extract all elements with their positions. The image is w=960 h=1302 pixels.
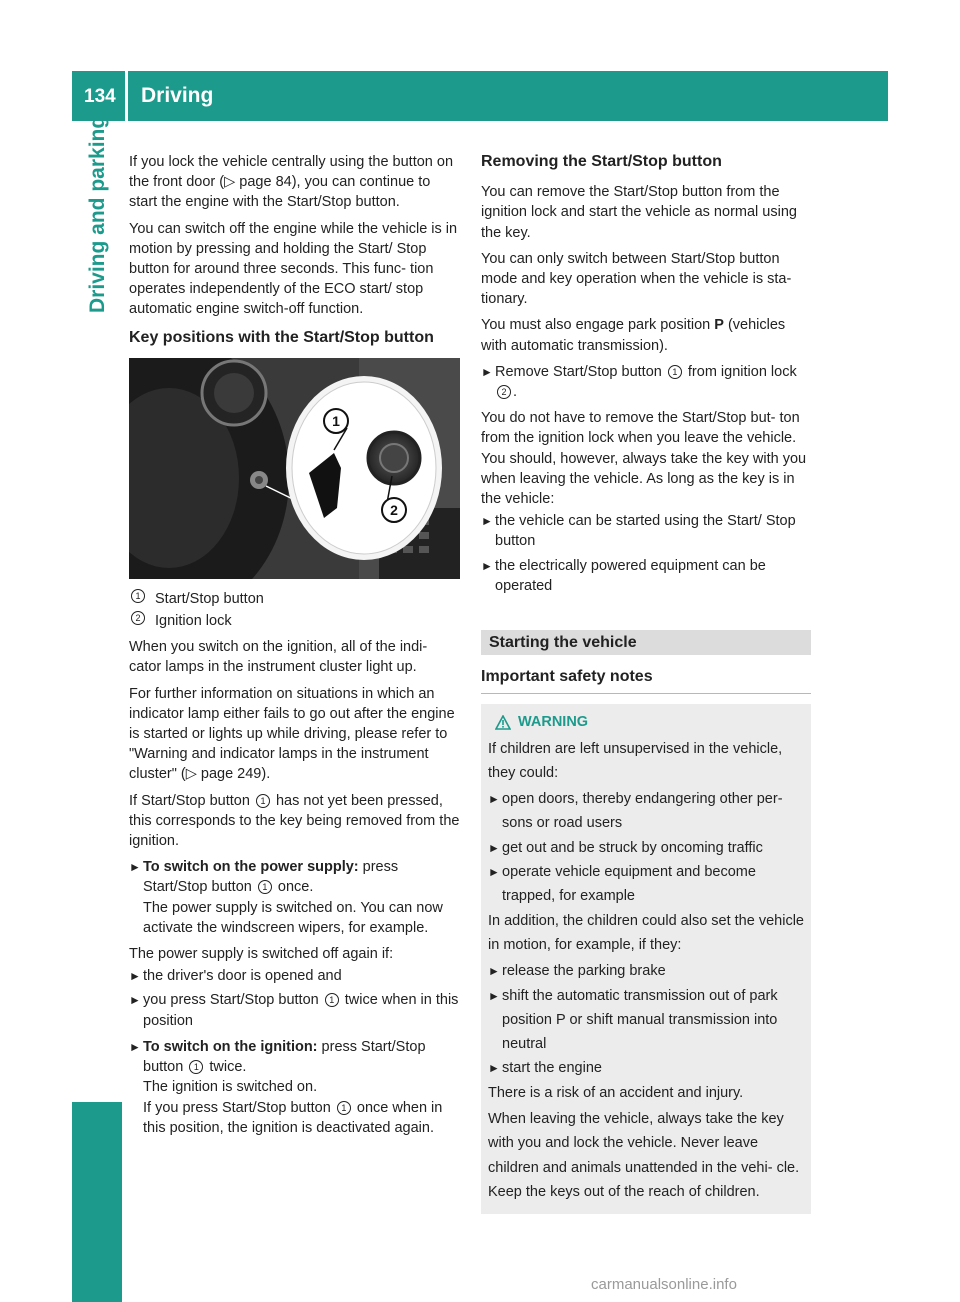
step-power-supply: ► To switch on the power supply: press Start/Stop button 1 once. The power supply is switched on. You can now activate the windscreen wipers, for example. <box>129 859 443 936</box>
warning-closing: When leaving the vehicle, always take the key with you and lock the vehicle. Never leave children and animals unattended in the vehi- cle. Keep the keys out of the reach of children. <box>488 1111 800 1200</box>
bullet-icon: ► <box>488 865 500 880</box>
warning-triangle-icon <box>495 715 511 730</box>
bullet-item: ► the electrically powered equipment can be operated <box>481 557 766 594</box>
bullet-item: ► you press Start/Stop button 1 twice when in this position <box>129 992 459 1029</box>
callout-1-icon: 1 <box>325 993 339 1007</box>
callout-1-icon: 1 <box>668 365 682 379</box>
bullet-icon: ► <box>488 988 500 1003</box>
step-result: The power supply is switched on. You can now activate the windscreen wipers, for example. <box>143 899 443 936</box>
chapter-title: Driving <box>141 84 214 107</box>
right-column <box>481 152 811 1214</box>
step-result: The ignition is switched on. <box>143 1079 318 1096</box>
paragraph-indicator-lamps: When you switch on the ignition, all of the indi- cator lamps in the instrument cluster light up. <box>129 639 428 676</box>
subheading-safety-notes: Important safety notes <box>481 667 811 694</box>
heading-removing: Removing the Start/Stop button <box>481 153 722 170</box>
header-divider <box>125 71 128 121</box>
callout-1-icon: 1 <box>131 589 145 603</box>
warning-intro: If children are left unsupervised in the vehicle, they could: <box>488 740 783 781</box>
bullet-icon: ► <box>488 964 500 979</box>
legend-item-1 <box>129 589 460 609</box>
bullet-item: ► shift the automatic transmission out of park position P or shift manual transmission into neutral <box>488 984 804 1057</box>
callout-2-icon: 2 <box>131 611 145 625</box>
paragraph-remove: You can remove the Start/Stop button from the ignition lock and start the vehicle as normal using the key. <box>481 184 797 241</box>
callout-1-icon: 1 <box>189 1060 203 1074</box>
section-title-bar: Starting the vehicle <box>481 630 811 655</box>
step-ignition: ► To switch on the ignition: press Start/Stop button 1 twice. The ignition is switched on. If you press Start/Stop button 1 once when in this position, the ignition is deactivated again. <box>129 1038 443 1136</box>
bullet-item: ► get out and be struck by oncoming traffic <box>488 836 804 860</box>
footer-watermark[interactable]: carmanualsonline.info <box>591 1276 737 1293</box>
page-number: 134 <box>84 86 116 107</box>
dashboard-illustration <box>129 358 460 579</box>
svg-text:1: 1 <box>332 412 340 429</box>
side-tab-marker <box>72 1102 122 1302</box>
paragraph-not-pressed: If Start/Stop button 1 has not yet been pressed, this corresponds to the key being removed from the ignition. <box>129 792 460 850</box>
step-remove-button: ► Remove Start/Stop button 1 from ignition lock 2 . <box>481 363 797 401</box>
start-stop-button-figure <box>129 358 460 579</box>
paragraph-further-info: For further information on situations in which an indicator lamp either fails to go out after the engine is started or lights up while driving, please refer to "Warning and indicator lamps in the instrument cluster" (▷ page 249). <box>129 685 455 783</box>
legend-label: Ignition lock <box>155 613 232 630</box>
paragraph-switch-mode: You can only switch between Start/Stop button mode and key operation when the vehicle is sta- tionary. <box>481 250 792 308</box>
bullet-icon: ► <box>129 969 141 984</box>
bullet-item: ► the driver's door is opened and <box>129 966 460 986</box>
step-arrow-icon: ► <box>481 364 493 379</box>
callout-1-icon: 1 <box>337 1101 351 1115</box>
bullet-item: ► release the parking brake <box>488 959 804 983</box>
callout-1-icon: 1 <box>256 794 270 808</box>
bullet-item: ► the vehicle can be started using the Start/ Stop button <box>481 513 796 550</box>
intro-paragraph-1: If you lock the vehicle centrally using the button on the front door (▷ page 84), you can continue to start the engine with the Start/Stop button. <box>129 154 454 211</box>
bullet-icon: ► <box>488 840 500 855</box>
heading-key-positions: Key positions with the Start/Stop button <box>129 328 434 346</box>
bullet-icon: ► <box>488 1061 500 1076</box>
warning-title: WARNING <box>481 710 804 734</box>
legend-item-2 <box>129 611 460 631</box>
paragraph-no-need-remove: You do not have to remove the Start/Stop but- ton from the ignition lock when you leave the vehicle. You should, however, always take the key with you when leaving the vehicle. As long as the key is in the vehicle: <box>481 410 807 508</box>
svg-text:2: 2 <box>390 501 398 518</box>
bullet-item: ► operate vehicle equipment and become trapped, for example <box>488 860 804 909</box>
intro-paragraph-2: You can switch off the engine while the vehicle is in motion by pressing and holding the Start/ Stop button for around three seconds. This func- tion operates independently of the ECO start/ stop automatic engine switch-off function. <box>129 220 458 318</box>
bullet-icon: ► <box>481 558 493 573</box>
callout-1-icon: 1 <box>258 880 272 894</box>
step-arrow-icon: ► <box>129 1039 141 1054</box>
power-off-intro: The power supply is switched off again if: <box>129 946 394 963</box>
warning-risk: There is a risk of an accident and injury. <box>488 1084 744 1101</box>
bullet-item: ► start the engine <box>488 1056 804 1080</box>
legend-label: Start/Stop button <box>155 590 264 607</box>
step-arrow-icon: ► <box>129 860 141 875</box>
warning-box <box>481 704 811 1214</box>
callout-2-icon: 2 <box>497 385 511 399</box>
warning-mid: In addition, the children could also set the vehicle in motion, for example, if they: <box>488 912 804 953</box>
bullet-icon: ► <box>488 792 500 807</box>
bullet-icon: ► <box>481 514 493 529</box>
paragraph-park-position: You must also engage park position P (vehicles with automatic transmission). <box>481 317 786 354</box>
left-column <box>129 152 460 1144</box>
side-chapter-label: Driving and parking <box>86 115 109 313</box>
bullet-item: ► open doors, thereby endangering other per- sons or road users <box>488 787 804 836</box>
bullet-icon: ► <box>129 993 141 1008</box>
